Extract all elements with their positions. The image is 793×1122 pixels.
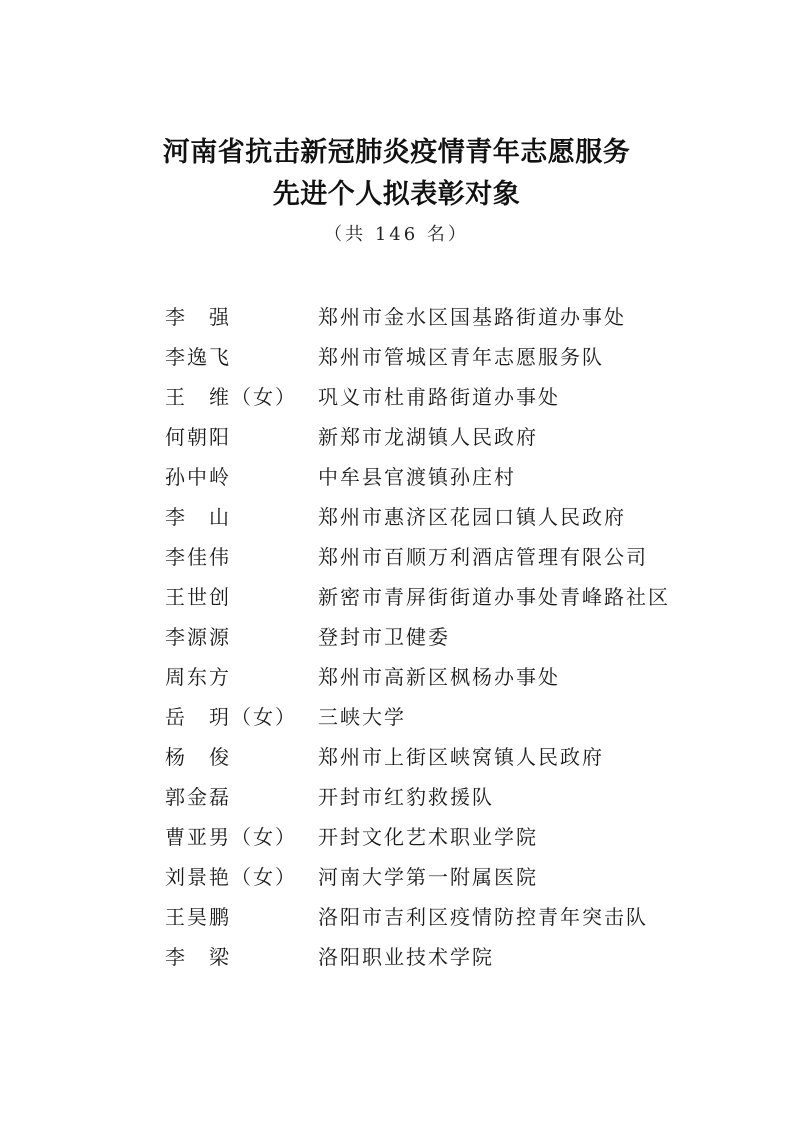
honoree-name: 王 维（女）: [165, 385, 297, 409]
honoree-organization: 郑州市百顺万利酒店管理有限公司: [318, 545, 648, 569]
honoree-name: 周东方: [165, 665, 231, 689]
document-title-line-1: 河南省抗击新冠肺炎疫情青年志愿服务: [162, 137, 631, 168]
document-subtitle-count: （共 146 名）: [324, 224, 469, 245]
honoree-name: 李源源: [165, 625, 231, 649]
list-item: [0, 382, 793, 422]
honoree-name: 刘景艳（女）: [165, 865, 297, 889]
honoree-organization: 新密市青屏街街道办事处青峰路社区: [318, 585, 670, 609]
honoree-name: 王昊鹏: [165, 905, 231, 929]
honoree-organization: 三峡大学: [318, 705, 406, 729]
list-item: [0, 502, 793, 542]
list-item: [0, 582, 793, 622]
honoree-name: 郭金磊: [165, 785, 231, 809]
honoree-organization: 郑州市上街区峡窝镇人民政府: [318, 745, 604, 769]
honoree-name: 曹亚男（女）: [165, 825, 297, 849]
honoree-organization: 开封文化艺术职业学院: [318, 825, 538, 849]
list-item: [0, 622, 793, 662]
list-item: [0, 942, 793, 982]
honoree-name: 李 山: [165, 505, 231, 529]
honoree-name: 岳 玥（女）: [165, 705, 297, 729]
honoree-organization: 河南大学第一附属医院: [318, 865, 538, 889]
list-item: [0, 702, 793, 742]
honoree-organization: 洛阳职业技术学院: [318, 945, 494, 969]
honoree-name: 李 梁: [165, 945, 231, 969]
honoree-name: 孙中岭: [165, 465, 231, 489]
honoree-name: 李逸飞: [165, 345, 231, 369]
list-item: [0, 542, 793, 582]
honoree-name: 杨 俊: [165, 745, 231, 769]
list-item: [0, 302, 793, 342]
honoree-organization: 郑州市惠济区花园口镇人民政府: [318, 505, 626, 529]
honoree-name: 李佳伟: [165, 545, 231, 569]
honoree-organization: 郑州市管城区青年志愿服务队: [318, 345, 604, 369]
honoree-name: 何朝阳: [165, 425, 231, 449]
list-item: [0, 862, 793, 902]
honoree-list: [0, 302, 793, 982]
honoree-organization: 洛阳市吉利区疫情防控青年突击队: [318, 905, 648, 929]
list-item: [0, 342, 793, 382]
honoree-organization: 开封市红豹救援队: [318, 785, 494, 809]
honoree-organization: 郑州市高新区枫杨办事处: [318, 665, 560, 689]
document-title-line-2: 先进个人拟表彰对象: [272, 179, 521, 210]
list-item: [0, 462, 793, 502]
honoree-name: 王世创: [165, 585, 231, 609]
list-item: [0, 822, 793, 862]
honoree-organization: 郑州市金水区国基路街道办事处: [318, 305, 626, 329]
honoree-organization: 新郑市龙湖镇人民政府: [318, 425, 538, 449]
honoree-organization: 中牟县官渡镇孙庄村: [318, 465, 516, 489]
list-item: [0, 782, 793, 822]
list-item: [0, 902, 793, 942]
honoree-organization: 巩义市杜甫路街道办事处: [318, 385, 560, 409]
list-item: [0, 742, 793, 782]
honoree-organization: 登封市卫健委: [318, 625, 450, 649]
honoree-name: 李 强: [165, 305, 231, 329]
list-item: [0, 662, 793, 702]
list-item: [0, 422, 793, 462]
